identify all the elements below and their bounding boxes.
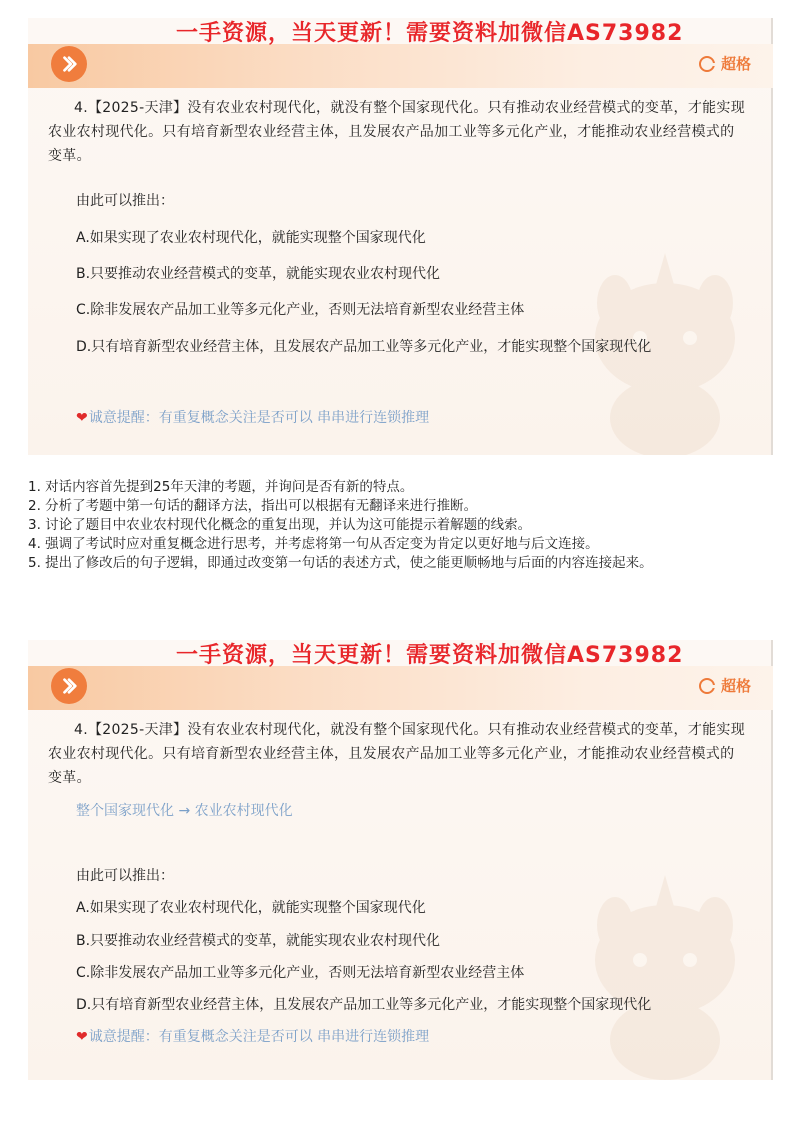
option-a[interactable]: A.如果实现了农业农村现代化，就能实现整个国家现代化: [76, 230, 426, 246]
mascot-watermark: [575, 865, 755, 1080]
option-d[interactable]: D.只有培育新型农业经营主体，且发展农产品加工业等多元化产业，才能实现整个国家现代化: [76, 997, 652, 1013]
question-slide-1: [28, 18, 773, 455]
option-c[interactable]: C.除非发展农产品加工业等多元化产业，否则无法培育新型农业经营主体: [76, 302, 525, 318]
brand-name: 超格: [720, 55, 751, 73]
brand-name: 超格: [720, 677, 751, 695]
summary-item: 5. 提出了修改后的句子逻辑，即通过改变第一句话的表述方式，使之能更顺畅地与后面的内容连接起来。: [28, 555, 653, 571]
summary-item: 4. 强调了考试时应对重复概念进行思考，并考虑将第一句从否定变为肯定以更好地与后文连接。: [28, 536, 599, 552]
option-a[interactable]: A.如果实现了农业农村现代化，就能实现整个国家现代化: [76, 900, 426, 916]
brand-logo-icon: [699, 678, 715, 694]
hint-label: 诚意提醒：有重复概念关注是否可以 串串进行连锁推理: [88, 410, 430, 426]
brand-logo-icon: [699, 56, 715, 72]
option-b[interactable]: B.只要推动农业经营模式的变革，就能实现农业农村现代化: [76, 266, 441, 282]
hint-text: [76, 1026, 429, 1046]
question-prompt: 由此可以推出：: [76, 868, 174, 884]
option-c[interactable]: C.除非发展农产品加工业等多元化产业，否则无法培育新型农业经营主体: [76, 965, 525, 981]
question-text: 4.【2025-天津】没有农业农村现代化，就没有整个国家现代化。只有推动农业经营模式的变革，才能实现农业农村现代化。只有培育新型农业经营主体，且发展农产品加工业等多元化产业，才能推动农业经营模式的变革。: [48, 722, 746, 786]
chevron-right-icon: [51, 668, 87, 704]
summary-list: [28, 478, 778, 573]
heart-icon: ❤: [76, 1029, 88, 1045]
header-band: [28, 666, 773, 710]
chevron-right-icon: [51, 46, 87, 82]
ad-banner-text: 一手资源，当天更新！需要资料加微信AS73982: [176, 21, 684, 46]
hint-label: 诚意提醒：有重复概念关注是否可以 串串进行连锁推理: [88, 1029, 430, 1045]
option-b[interactable]: B.只要推动农业经营模式的变革，就能实现农业农村现代化: [76, 933, 441, 949]
hint-text: [76, 407, 429, 427]
summary-item: 3. 讨论了题目中农业农村现代化概念的重复出现，并认为这可能提示着解题的线索。: [28, 517, 532, 533]
option-d[interactable]: D.只有培育新型农业经营主体，且发展农产品加工业等多元化产业，才能实现整个国家现代化: [76, 339, 652, 355]
question-slide-2: [28, 640, 773, 1080]
heart-icon: ❤: [76, 410, 88, 426]
brand-logo: [699, 53, 751, 74]
summary-item: 1. 对话内容首先提到25年天津的考题，并询问是否有新的特点。: [28, 479, 414, 495]
summary-item: 2. 分析了考题中第一句话的翻译方法，指出可以根据有无翻译来进行推断。: [28, 498, 478, 514]
question-text: 4.【2025-天津】没有农业农村现代化，就没有整个国家现代化。只有推动农业经营模式的变革，才能实现农业农村现代化。只有培育新型农业经营主体，且发展农产品加工业等多元化产业，才能推动农业经营模式的变革。: [48, 100, 746, 164]
brand-logo: [699, 675, 751, 696]
header-band: [28, 44, 773, 88]
ad-banner-text: 一手资源，当天更新！需要资料加微信AS73982: [176, 643, 684, 668]
question-prompt: 由此可以推出：: [76, 193, 174, 209]
logic-chain-annotation: 整个国家现代化 → 农业农村现代化: [76, 803, 293, 819]
